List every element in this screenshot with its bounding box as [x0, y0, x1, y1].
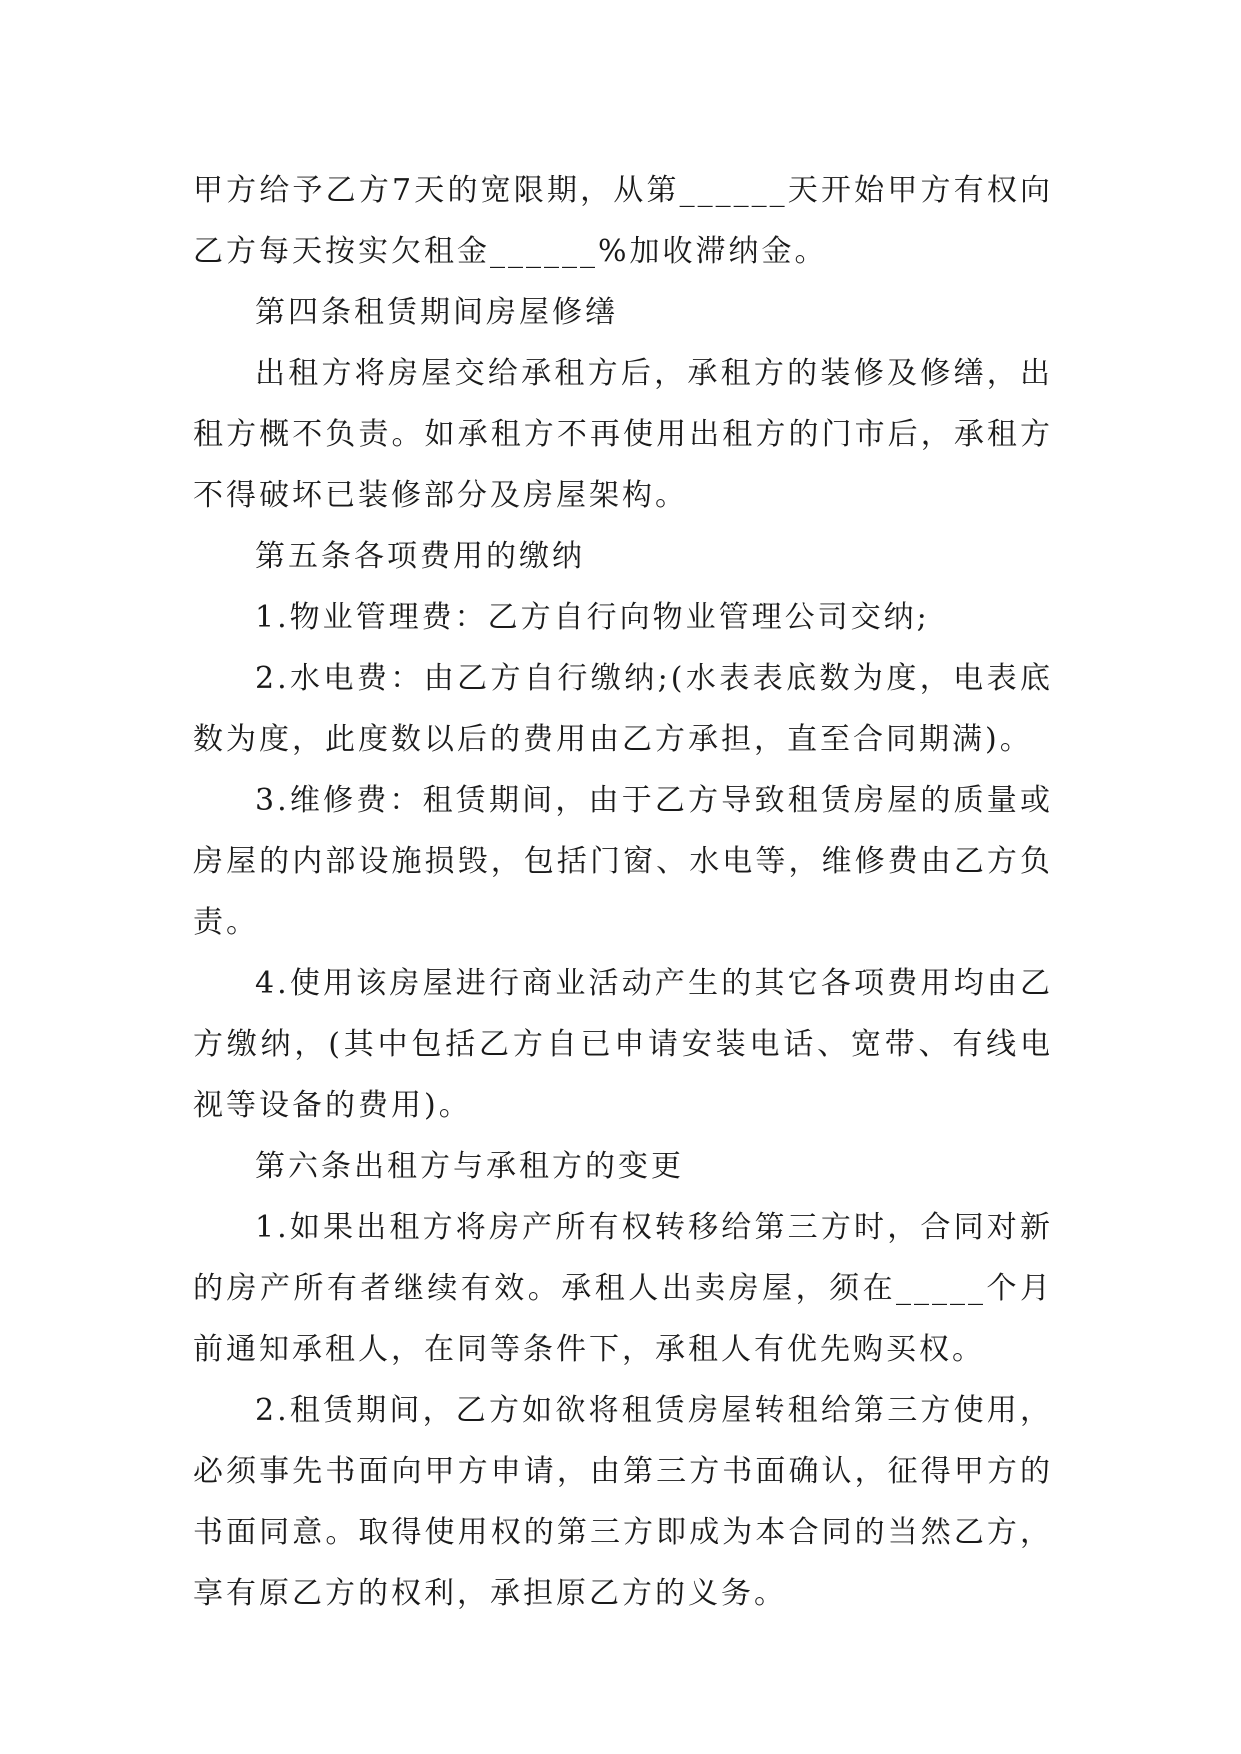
heading-article-6: 第六条出租方与承租方的变更	[255, 1149, 684, 1184]
heading-article-4: 第四条租赁期间房屋修缮	[255, 295, 618, 330]
paragraph-ownership-transfer: 1.如果出租方将房产所有权转移给第三方时，合同对新的房产所有者继续有效。承租人出卖房屋，须在_____个月前通知承租人，在同等条件下，承租人有优先购买权。	[193, 1210, 1053, 1367]
paragraph-utilities-fee: 2.水电费：由乙方自行缴纳;(水表表底数为度，电表底数为度，此度数以后的费用由乙方承担，直至合同期满)。	[193, 661, 1053, 757]
paragraph-grace-period: 甲方给予乙方7天的宽限期，从第______天开始甲方有权向乙方每天按实欠租金______%加收滞纳金。	[193, 173, 1053, 269]
paragraph-repairs: 出租方将房屋交给承租方后，承租方的装修及修缮，出租方概不负责。如承租方不再使用出租方的门市后，承租方不得破坏已装修部分及房屋架构。	[193, 356, 1053, 513]
paragraph-maintenance-fee: 3.维修费：租赁期间，由于乙方导致租赁房屋的质量或房屋的内部设施损毁，包括门窗、水电等，维修费由乙方负责。	[193, 783, 1053, 940]
paragraph-sublease: 2.租赁期间，乙方如欲将租赁房屋转租给第三方使用，必须事先书面向甲方申请，由第三方书面确认，征得甲方的书面同意。取得使用权的第三方即成为本合同的当然乙方，享有原乙方的权利，承担原乙方的义务。	[193, 1393, 1053, 1611]
heading-article-5: 第五条各项费用的缴纳	[255, 539, 585, 574]
paragraph-other-fees: 4.使用该房屋进行商业活动产生的其它各项费用均由乙方缴纳，(其中包括乙方自已申请安装电话、宽带、有线电视等设备的费用)。	[193, 966, 1053, 1123]
paragraph-property-fee: 1.物业管理费：乙方自行向物业管理公司交纳;	[255, 600, 930, 635]
document-body	[193, 160, 1053, 1624]
